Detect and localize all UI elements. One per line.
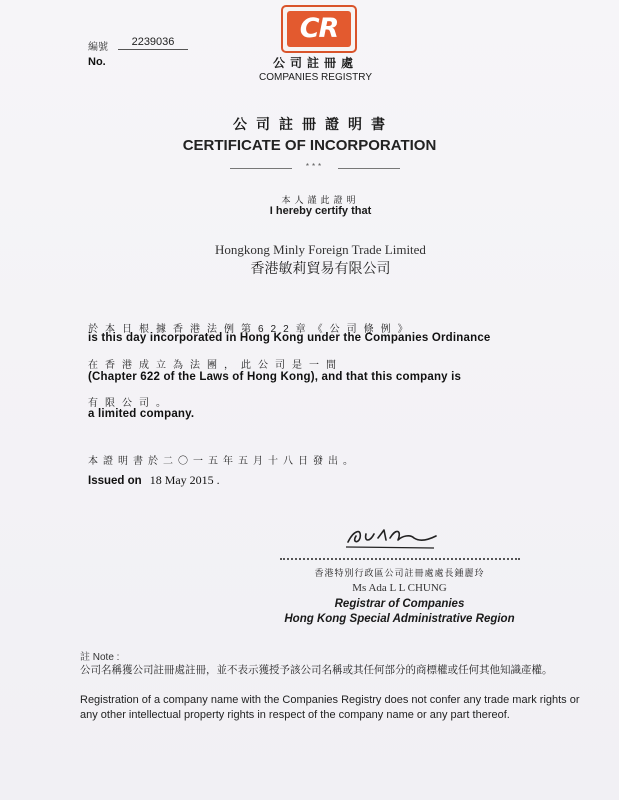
registry-name-en: COMPANIES REGISTRY <box>259 72 372 83</box>
registrar-title-en: Registrar of Companies <box>334 598 465 610</box>
number-label-zh: 編號 <box>88 42 108 53</box>
number-label-en: No. <box>88 56 106 68</box>
note-heading: 註 Note : <box>80 652 120 663</box>
certificate-title-zh: 公司註冊證明書 <box>233 116 394 132</box>
title-ornament <box>230 163 400 175</box>
registrar-region-en: Hong Kong Special Administrative Region <box>284 613 515 625</box>
issued-on <box>88 473 220 488</box>
company-name-en: Hongkong Minly Foreign Trade Limited <box>215 242 426 257</box>
logo-text: CR <box>287 11 351 47</box>
certify-en: I hereby certify that <box>269 205 372 217</box>
registrar-title-zh: 香港特別行政區公司註冊處處長鍾麗玲 <box>314 568 485 578</box>
certificate-title-en: CERTIFICATE OF INCORPORATION <box>182 137 437 154</box>
company-name-zh: 香港敏莉貿易有限公司 <box>250 260 391 276</box>
issue-date-zh: 本證明書於二〇一五年五月十八日發出。 <box>88 456 358 467</box>
registrar-signature <box>340 520 440 552</box>
body-line3-en: a limited company. <box>88 408 195 420</box>
registrar-name: Ms Ada L L CHUNG <box>352 582 447 594</box>
signature-line <box>280 558 520 560</box>
ornament-stars: *** <box>305 162 325 171</box>
companies-registry-logo <box>281 5 357 53</box>
note-text-en: Registration of a company name with the Companies Registry does not confer any trade mark rights or any other intellectual property rights in respect of the company name or any part thereof. <box>80 694 580 721</box>
certify-zh: 本人謹此證明 <box>281 195 360 205</box>
issued-date: 18 May 2015 . <box>149 473 220 487</box>
body-line2-zh: 在香港成立為法團，此公司是一間 <box>88 360 343 371</box>
certificate-number: 2239036 <box>118 36 188 50</box>
body-line1-zh: 於本日根據香港法例第622章《公司條例》 <box>88 324 415 335</box>
ornament-rule-right <box>338 168 400 169</box>
note-text-zh: 公司名稱獲公司註冊處註冊，並不表示獲授予該公司名稱或其任何部分的商標權或任何其他知識產權。 <box>80 664 553 676</box>
body-line2-en: (Chapter 622 of the Laws of Hong Kong), and that this company is <box>88 371 462 383</box>
body-line3-zh: 有限公司。 <box>88 398 173 409</box>
issued-label: Issued on <box>88 475 142 487</box>
body-line1-en: is this day incorporated in Hong Kong under the Companies Ordinance <box>88 332 491 344</box>
registry-name-zh: 公司註冊處 <box>272 56 358 70</box>
